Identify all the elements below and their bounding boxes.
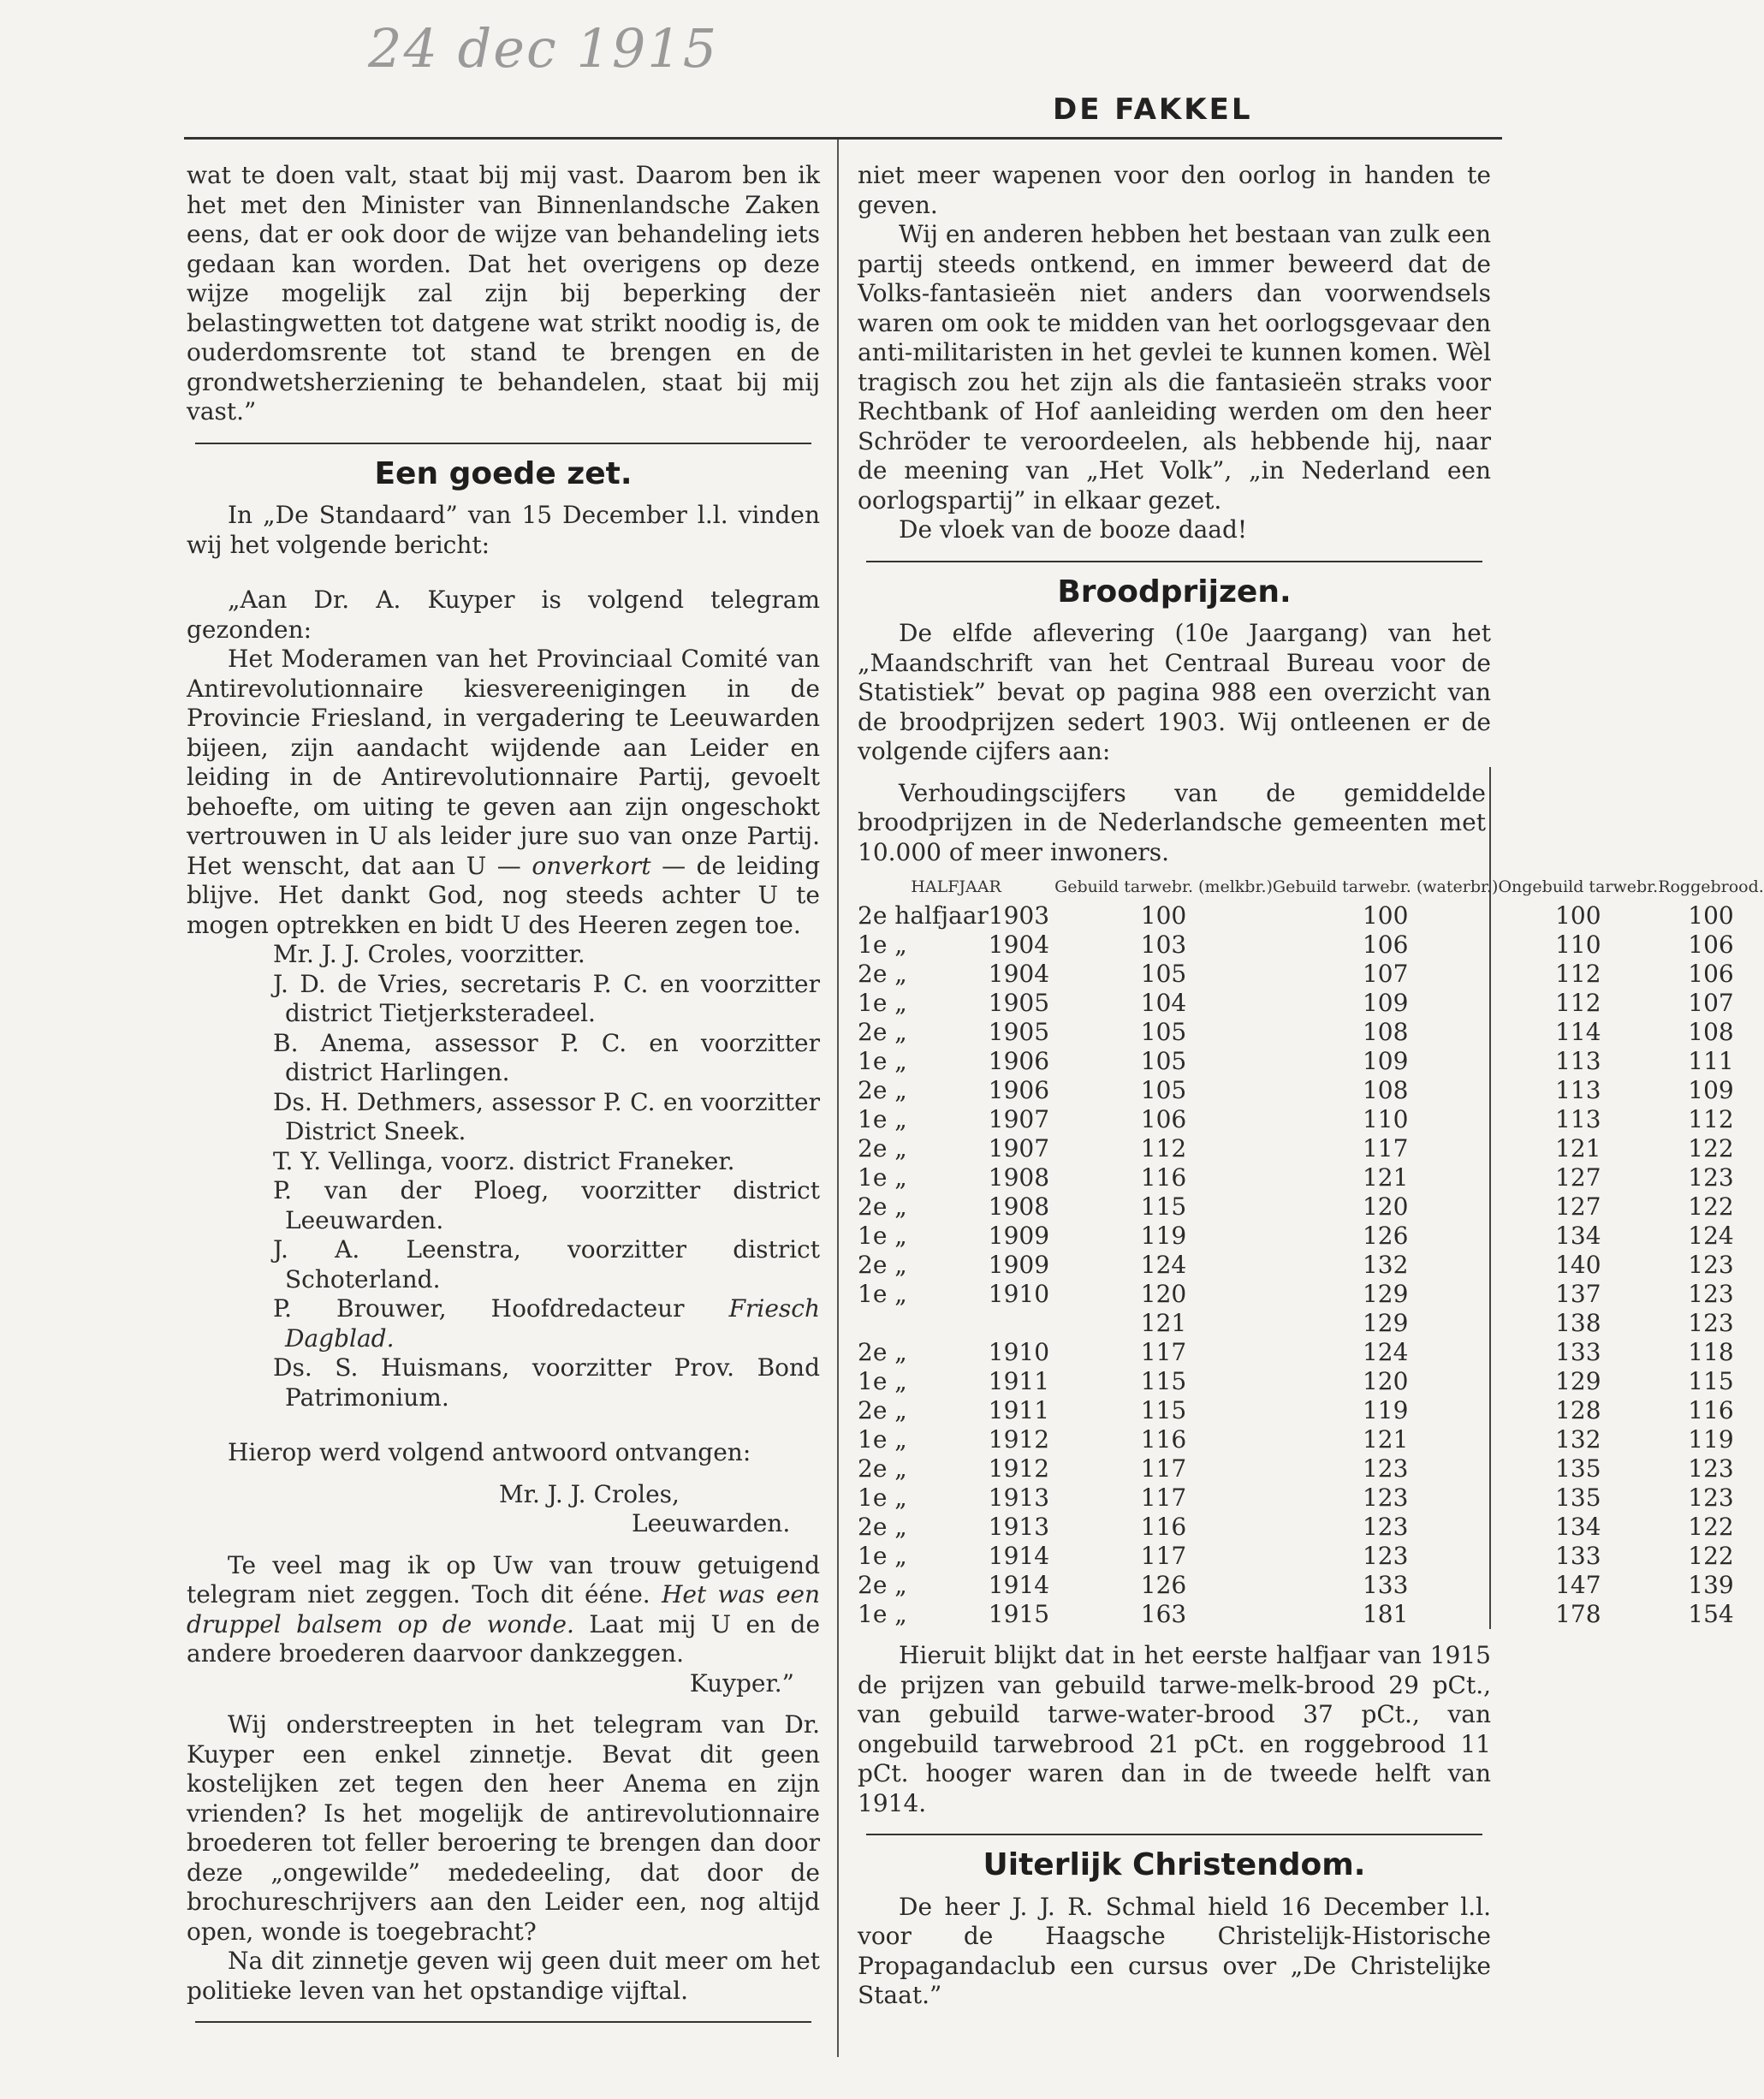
value-cell: 115 bbox=[1688, 1367, 1734, 1395]
halfjaar-cell: 1e „ bbox=[858, 1425, 907, 1454]
value-cell: 108 bbox=[1362, 1076, 1409, 1104]
halfjaar-cell: 1e „ bbox=[858, 1280, 907, 1308]
value-cell: 121 bbox=[1555, 1134, 1601, 1162]
value-cell: 113 bbox=[1555, 1076, 1601, 1104]
value-cell: 117 bbox=[1140, 1338, 1187, 1366]
halfjaar-cell: 2e „ bbox=[858, 1396, 907, 1424]
table-row bbox=[858, 1542, 1764, 1571]
year-cell: 1907 bbox=[988, 1134, 1050, 1162]
year-cell: 1913 bbox=[988, 1484, 1050, 1512]
value-cell: 124 bbox=[1362, 1338, 1409, 1366]
value-cell: 133 bbox=[1362, 1571, 1409, 1599]
table-row bbox=[858, 1222, 1764, 1251]
table-row bbox=[858, 1251, 1764, 1280]
halfjaar-cell: 2e „ bbox=[858, 1018, 907, 1046]
paragraph: „Aan Dr. A. Kuyper is volgend telegram gezonden: bbox=[187, 586, 820, 644]
value-cell: 118 bbox=[1688, 1338, 1734, 1366]
article-heading-broodprijzen: Broodprijzen. bbox=[1057, 574, 1292, 609]
table-row bbox=[858, 1280, 1764, 1309]
table-row bbox=[858, 901, 1764, 931]
year-cell: 1909 bbox=[988, 1251, 1050, 1279]
value-cell: 137 bbox=[1555, 1280, 1601, 1308]
value-cell: 117 bbox=[1140, 1454, 1187, 1483]
paragraph: In „De Standaard” van 15 December l.l. vinden wij het volgende bericht: bbox=[187, 501, 820, 559]
value-cell: 100 bbox=[1362, 901, 1409, 930]
value-cell: 134 bbox=[1555, 1513, 1601, 1541]
value-cell: 127 bbox=[1555, 1192, 1601, 1221]
table-row bbox=[858, 1163, 1764, 1192]
table-row bbox=[858, 1454, 1764, 1484]
year-cell: 1914 bbox=[988, 1542, 1050, 1570]
value-cell: 120 bbox=[1362, 1192, 1409, 1221]
year-cell: 1906 bbox=[988, 1076, 1050, 1104]
value-cell: 121 bbox=[1362, 1425, 1409, 1454]
table-caption: Verhoudingscijfers van de gemiddelde broodprijzen in de Nederlandsche gemeenten met 10.000 of meer inwoners. bbox=[858, 778, 1486, 866]
value-cell: 129 bbox=[1362, 1280, 1409, 1308]
year-cell: 1911 bbox=[988, 1396, 1050, 1424]
left-intro-paragraph: wat te doen valt, staat bij mij vast. Daarom ben ik het met den Minister van Binnenlandsche Zaken eens, dat er ook door de wijze van behandeling iets gedaan kan worden. Dat het overigens op deze wijze mogelijk zal zijn bij beperking der belastingwetten tot datgene wat strikt noodig is, de ouderdomsrente tot stand te brengen en de grondwetsherziening te behandelen, staat bij mij vast.” bbox=[187, 161, 820, 425]
paragraph: Wij onderstreepten in het telegram van Dr. Kuyper een enkel zinnetje. Bevat dit geen kostelijken zet tegen den heer Anema en zijn vrienden? Is het mogelijk de antirevolutionnaire broederen tot feller beroering te brengen dan door deze „ongewilde” mededeeling, dat door de brochureschrijvers aan den Leider een, nog altijd open, wonde is toegebracht? bbox=[187, 1710, 820, 1946]
value-cell: 116 bbox=[1140, 1425, 1187, 1454]
value-cell: 123 bbox=[1362, 1484, 1409, 1512]
year-cell: 1910 bbox=[988, 1338, 1050, 1366]
value-cell: 120 bbox=[1140, 1280, 1187, 1308]
paragraph: Wij en anderen hebben het bestaan van zulk een partij steeds ontkend, en immer beweerd dat de Volks-fantasieën niet anders dan voorwendsels waren om ook te midden van het oorlogsgevaar den anti-militaristen in het gevlei te kunnen komen. Wèl tragisch zou het zijn als die fantasieën straks voor Rechtbank of Hof aanleiding werden om den heer Schröder te veroordeelen, als hebbende hij, naar de meening van „Het Volk”, „in Nederland een oorlogspartij” in elkaar gezet. bbox=[858, 220, 1491, 514]
signatory: B. Anema, assessor P. C. en voorzitter district Harlingen. bbox=[273, 1028, 820, 1086]
section-separator bbox=[195, 443, 811, 444]
section-separator bbox=[866, 1834, 1482, 1835]
table-row bbox=[858, 1513, 1764, 1542]
value-cell: 100 bbox=[1140, 901, 1187, 930]
table-row bbox=[858, 931, 1764, 960]
value-cell: 117 bbox=[1140, 1542, 1187, 1570]
value-cell: 147 bbox=[1555, 1571, 1601, 1599]
halfjaar-cell: 2e „ bbox=[858, 1454, 907, 1483]
signatory: Ds. S. Huismans, voorzitter Prov. Bond Patrimonium. bbox=[273, 1353, 820, 1412]
table-row bbox=[858, 1367, 1764, 1396]
value-cell: 123 bbox=[1688, 1280, 1734, 1308]
value-cell: 139 bbox=[1688, 1571, 1734, 1599]
signatory: J. D. de Vries, secretaris P. C. en voorzitter district Tietjerksteradeel. bbox=[273, 969, 820, 1027]
value-cell: 123 bbox=[1688, 1163, 1734, 1192]
value-cell: 181 bbox=[1362, 1600, 1409, 1628]
table-row bbox=[858, 1309, 1764, 1338]
value-cell: 112 bbox=[1688, 1105, 1734, 1133]
masthead: DE FAKKEL bbox=[1053, 92, 1253, 127]
halfjaar-cell: 1e „ bbox=[858, 1163, 907, 1192]
value-cell: 122 bbox=[1688, 1513, 1734, 1541]
article-heading-goede-zet: Een goede zet. bbox=[374, 455, 633, 491]
value-cell: 178 bbox=[1555, 1600, 1601, 1628]
year-cell: 1903 bbox=[988, 901, 1050, 930]
table-row bbox=[858, 1425, 1764, 1454]
year-cell: 1915 bbox=[988, 1600, 1050, 1628]
signatory: Ds. H. Dethmers, assessor P. C. en voorzitter District Sneek. bbox=[273, 1087, 820, 1145]
signatory-list bbox=[187, 940, 820, 1294]
table-row bbox=[858, 1600, 1764, 1629]
value-cell: 112 bbox=[1140, 1134, 1187, 1162]
value-cell: 133 bbox=[1555, 1542, 1601, 1570]
value-cell: 109 bbox=[1688, 1076, 1734, 1104]
value-cell: 119 bbox=[1688, 1425, 1734, 1454]
value-cell: 134 bbox=[1555, 1222, 1601, 1250]
halfjaar-cell: 2e halfjaar bbox=[858, 901, 989, 930]
column-header-halfjaar: HALFJAAR bbox=[911, 877, 1001, 896]
paragraph: De vloek van de booze daad! bbox=[899, 515, 1248, 544]
value-cell: 117 bbox=[1140, 1484, 1187, 1512]
value-cell: 120 bbox=[1362, 1367, 1409, 1395]
table-row bbox=[858, 960, 1764, 989]
halfjaar-cell: 2e „ bbox=[858, 1338, 907, 1366]
value-cell: 106 bbox=[1140, 1105, 1187, 1133]
halfjaar-cell: 1e „ bbox=[858, 931, 907, 959]
address-line: Mr. J. J. Croles, bbox=[499, 1479, 680, 1508]
value-cell: 124 bbox=[1688, 1222, 1734, 1250]
value-cell: 109 bbox=[1362, 989, 1409, 1017]
telegram-body: Het Moderamen van het Provinciaal Comité van Antirevolutionnaire kiesvereenigingen in de Provincie Friesland, in vergadering te Leeuwarden bijeen, zijn aandacht wijdende aan Leider en leiding in de Antirevolutionnaire Partij, gevoelt behoefte, om uiting te geven aan zijn ongeschokt vertrouwen in U als leider jure suo van onze Partij. Het wenscht, dat aan U — onverkort — de leiding blijve. Het dankt God, nog steeds achter U te mogen optrekken en bidt U des Heeren zegen toe. bbox=[187, 645, 821, 939]
signature-kuyper: Kuyper.” bbox=[689, 1668, 794, 1698]
value-cell: 112 bbox=[1555, 989, 1601, 1017]
year-cell: 1912 bbox=[988, 1454, 1050, 1483]
value-cell: 105 bbox=[1140, 1047, 1187, 1075]
value-cell: 123 bbox=[1688, 1484, 1734, 1512]
halfjaar-cell: 2e „ bbox=[858, 1192, 907, 1221]
left-column bbox=[187, 161, 820, 2038]
column-header: Gebuild tarwebr. (waterbr.) bbox=[1272, 877, 1499, 896]
value-cell: 126 bbox=[1140, 1571, 1187, 1599]
year-cell: 1912 bbox=[988, 1425, 1050, 1454]
year-cell: 1911 bbox=[988, 1367, 1050, 1395]
value-cell: 106 bbox=[1688, 960, 1734, 988]
halfjaar-cell bbox=[858, 1309, 989, 1338]
value-cell: 107 bbox=[1688, 989, 1734, 1017]
value-cell: 119 bbox=[1140, 1222, 1187, 1250]
value-cell: 132 bbox=[1362, 1251, 1409, 1279]
signatory: Mr. J. J. Croles, voorzitter. bbox=[273, 940, 585, 968]
halfjaar-cell: 2e „ bbox=[858, 1513, 907, 1541]
value-cell: 135 bbox=[1555, 1454, 1601, 1483]
halfjaar-cell: 1e „ bbox=[858, 1367, 907, 1395]
paragraph: De elfde aflevering (10e Jaargang) van het „Maandschrift van het Centraal Bureau voor de Statistiek” bevat op pagina 988 een overzicht van de broodprijzen sedert 1903. Wij ontleenen er de volgende cijfers aan: bbox=[858, 619, 1491, 765]
emphasis: onverkort bbox=[532, 851, 651, 880]
halfjaar-cell: 1e „ bbox=[858, 1600, 907, 1628]
halfjaar-cell: 1e „ bbox=[858, 1542, 907, 1570]
signatory: P. van der Ploeg, voorzitter district Leeuwarden. bbox=[273, 1176, 820, 1234]
halfjaar-cell: 2e „ bbox=[858, 1571, 907, 1599]
section-separator bbox=[866, 561, 1482, 562]
value-cell: 127 bbox=[1555, 1163, 1601, 1192]
table-header-row bbox=[858, 872, 1764, 901]
table-row bbox=[858, 1105, 1764, 1134]
year-cell: 1914 bbox=[988, 1571, 1050, 1599]
halfjaar-cell: 1e „ bbox=[858, 1484, 907, 1512]
value-cell: 123 bbox=[1362, 1454, 1409, 1483]
address-line: Leeuwarden. bbox=[632, 1509, 791, 1537]
year-cell: 1905 bbox=[988, 1018, 1050, 1046]
value-cell: 103 bbox=[1140, 931, 1187, 959]
article-heading-uiterlijk-christendom: Uiterlijk Christendom. bbox=[983, 1847, 1366, 1882]
value-cell: 111 bbox=[1688, 1047, 1734, 1075]
halfjaar-cell: 1e „ bbox=[858, 1222, 907, 1250]
paragraph: De heer J. J. R. Schmal hield 16 December l.l. voor de Haagsche Christelijk-Historische Propagandaclub een cursus over „De Christelijke Staat.” bbox=[858, 1892, 1491, 2009]
halfjaar-cell: 2e „ bbox=[858, 1076, 907, 1104]
value-cell: 135 bbox=[1555, 1484, 1601, 1512]
value-cell: 110 bbox=[1362, 1105, 1409, 1133]
column-header: Ongebuild tarwebr. bbox=[1498, 877, 1659, 896]
value-cell: 104 bbox=[1140, 989, 1187, 1017]
value-cell: 123 bbox=[1362, 1513, 1409, 1541]
year-cell: 1904 bbox=[988, 931, 1050, 959]
table-row bbox=[858, 1571, 1764, 1600]
value-cell: 123 bbox=[1362, 1542, 1409, 1570]
value-cell: 154 bbox=[1688, 1600, 1734, 1628]
year-cell: 1910 bbox=[988, 1280, 1050, 1308]
table-row bbox=[858, 1134, 1764, 1163]
value-cell: 132 bbox=[1555, 1425, 1601, 1454]
year-cell: 1907 bbox=[988, 1105, 1050, 1133]
value-cell: 129 bbox=[1555, 1367, 1601, 1395]
year-cell: 1905 bbox=[988, 989, 1050, 1017]
value-cell: 126 bbox=[1362, 1222, 1409, 1250]
value-cell: 163 bbox=[1140, 1600, 1187, 1628]
emphasis: Het was een druppel balsem op de wonde. bbox=[187, 1580, 820, 1638]
signatory: P. Brouwer, Hoofdredacteur Friesch Dagblad. bbox=[273, 1294, 820, 1353]
table-row bbox=[858, 1018, 1764, 1047]
year-cell: 1906 bbox=[988, 1047, 1050, 1075]
value-cell: 108 bbox=[1688, 1018, 1734, 1046]
value-cell: 106 bbox=[1362, 931, 1409, 959]
value-cell: 121 bbox=[1362, 1163, 1409, 1192]
column-header: Roggebrood. bbox=[1658, 877, 1764, 896]
table-row bbox=[858, 1192, 1764, 1222]
value-cell: 105 bbox=[1140, 1018, 1187, 1046]
value-cell: 107 bbox=[1362, 960, 1409, 988]
table-row bbox=[858, 1484, 1764, 1513]
paragraph: Hieruit blijkt dat in het eerste halfjaar van 1915 de prijzen van gebuild tarwe-melk-brood 29 pCt., van gebuild tarwe-water-brood 37 pCt., van ongebuild tarwebrood 21 pCt. en roggebrood 11 pCt. hooger waren dan in de tweede helft van 1914. bbox=[858, 1641, 1491, 1817]
value-cell: 133 bbox=[1555, 1338, 1601, 1366]
value-cell: 105 bbox=[1140, 1076, 1187, 1104]
value-cell: 122 bbox=[1688, 1542, 1734, 1570]
value-cell: 113 bbox=[1555, 1047, 1601, 1075]
value-cell: 106 bbox=[1688, 931, 1734, 959]
halfjaar-cell: 2e „ bbox=[858, 1134, 907, 1162]
value-cell: 114 bbox=[1555, 1018, 1601, 1046]
value-cell: 140 bbox=[1555, 1251, 1601, 1279]
table-row bbox=[858, 1076, 1764, 1105]
value-cell: 115 bbox=[1140, 1192, 1187, 1221]
value-cell: 129 bbox=[1362, 1309, 1409, 1337]
halfjaar-cell: 1e „ bbox=[858, 989, 907, 1017]
right-column bbox=[858, 161, 1764, 2011]
table-row bbox=[858, 1047, 1764, 1076]
paragraph: Na dit zinnetje geven wij geen duit meer om het politieke leven van het opstandige vijftal. bbox=[187, 1947, 820, 2005]
value-cell: 108 bbox=[1362, 1018, 1409, 1046]
halfjaar-cell: 2e „ bbox=[858, 960, 907, 988]
value-cell: 128 bbox=[1555, 1396, 1601, 1424]
year-cell: 1908 bbox=[988, 1163, 1050, 1192]
table-row bbox=[858, 989, 1764, 1018]
value-cell: 110 bbox=[1555, 931, 1601, 959]
value-cell: 113 bbox=[1555, 1105, 1601, 1133]
value-cell: 138 bbox=[1555, 1309, 1601, 1337]
halfjaar-cell: 1e „ bbox=[858, 1105, 907, 1133]
value-cell: 116 bbox=[1688, 1396, 1734, 1424]
value-cell: 123 bbox=[1688, 1454, 1734, 1483]
value-cell: 115 bbox=[1140, 1396, 1187, 1424]
year-cell: 1913 bbox=[988, 1513, 1050, 1541]
value-cell: 109 bbox=[1362, 1047, 1409, 1075]
table-row bbox=[858, 1338, 1764, 1367]
year-cell: 1904 bbox=[988, 960, 1050, 988]
section-separator bbox=[195, 2021, 811, 2023]
value-cell: 122 bbox=[1688, 1192, 1734, 1221]
value-cell: 119 bbox=[1362, 1396, 1409, 1424]
column-rule bbox=[837, 140, 839, 2057]
bread-price-table bbox=[858, 872, 1764, 1629]
value-cell: 116 bbox=[1140, 1513, 1187, 1541]
table-row bbox=[858, 1396, 1764, 1425]
top-rule bbox=[184, 137, 1502, 140]
handwritten-date: 24 dec 1915 bbox=[368, 17, 719, 80]
value-cell: 123 bbox=[1688, 1251, 1734, 1279]
value-cell: 100 bbox=[1555, 901, 1601, 930]
value-cell: 115 bbox=[1140, 1367, 1187, 1395]
value-cell: 117 bbox=[1362, 1134, 1409, 1162]
halfjaar-cell: 2e „ bbox=[858, 1251, 907, 1279]
year-cell: 1908 bbox=[988, 1192, 1050, 1221]
bread-price-table-box bbox=[858, 767, 1764, 1630]
right-intro-paragraph: niet meer wapenen voor den oorlog in handen te geven. bbox=[858, 161, 1491, 219]
year-cell: 1909 bbox=[988, 1222, 1050, 1250]
value-cell: 123 bbox=[1688, 1309, 1734, 1337]
value-cell: 105 bbox=[1140, 960, 1187, 988]
value-cell: 121 bbox=[1140, 1309, 1187, 1337]
column-header: Gebuild tarwebr. (melkbr.) bbox=[1054, 877, 1273, 896]
reply-body: Te veel mag ik op Uw van trouw getuigend telegram niet zeggen. Toch dit ééne. Het was een druppel balsem op de wonde. Laat mij U en de andere broederen daarvoor dankzeggen. bbox=[187, 1550, 821, 1668]
value-cell: 100 bbox=[1688, 901, 1734, 930]
value-cell: 124 bbox=[1140, 1251, 1187, 1279]
signatory: T. Y. Vellinga, voorz. district Franeker. bbox=[273, 1146, 735, 1175]
value-cell: 122 bbox=[1688, 1134, 1734, 1162]
signatory: J. A. Leenstra, voorzitter district Schoterland. bbox=[273, 1235, 820, 1293]
value-cell: 112 bbox=[1555, 960, 1601, 988]
value-cell: 116 bbox=[1140, 1163, 1187, 1192]
halfjaar-cell: 1e „ bbox=[858, 1047, 907, 1075]
year-cell bbox=[989, 1309, 1054, 1338]
paragraph: Hierop werd volgend antwoord ontvangen: bbox=[228, 1438, 751, 1466]
